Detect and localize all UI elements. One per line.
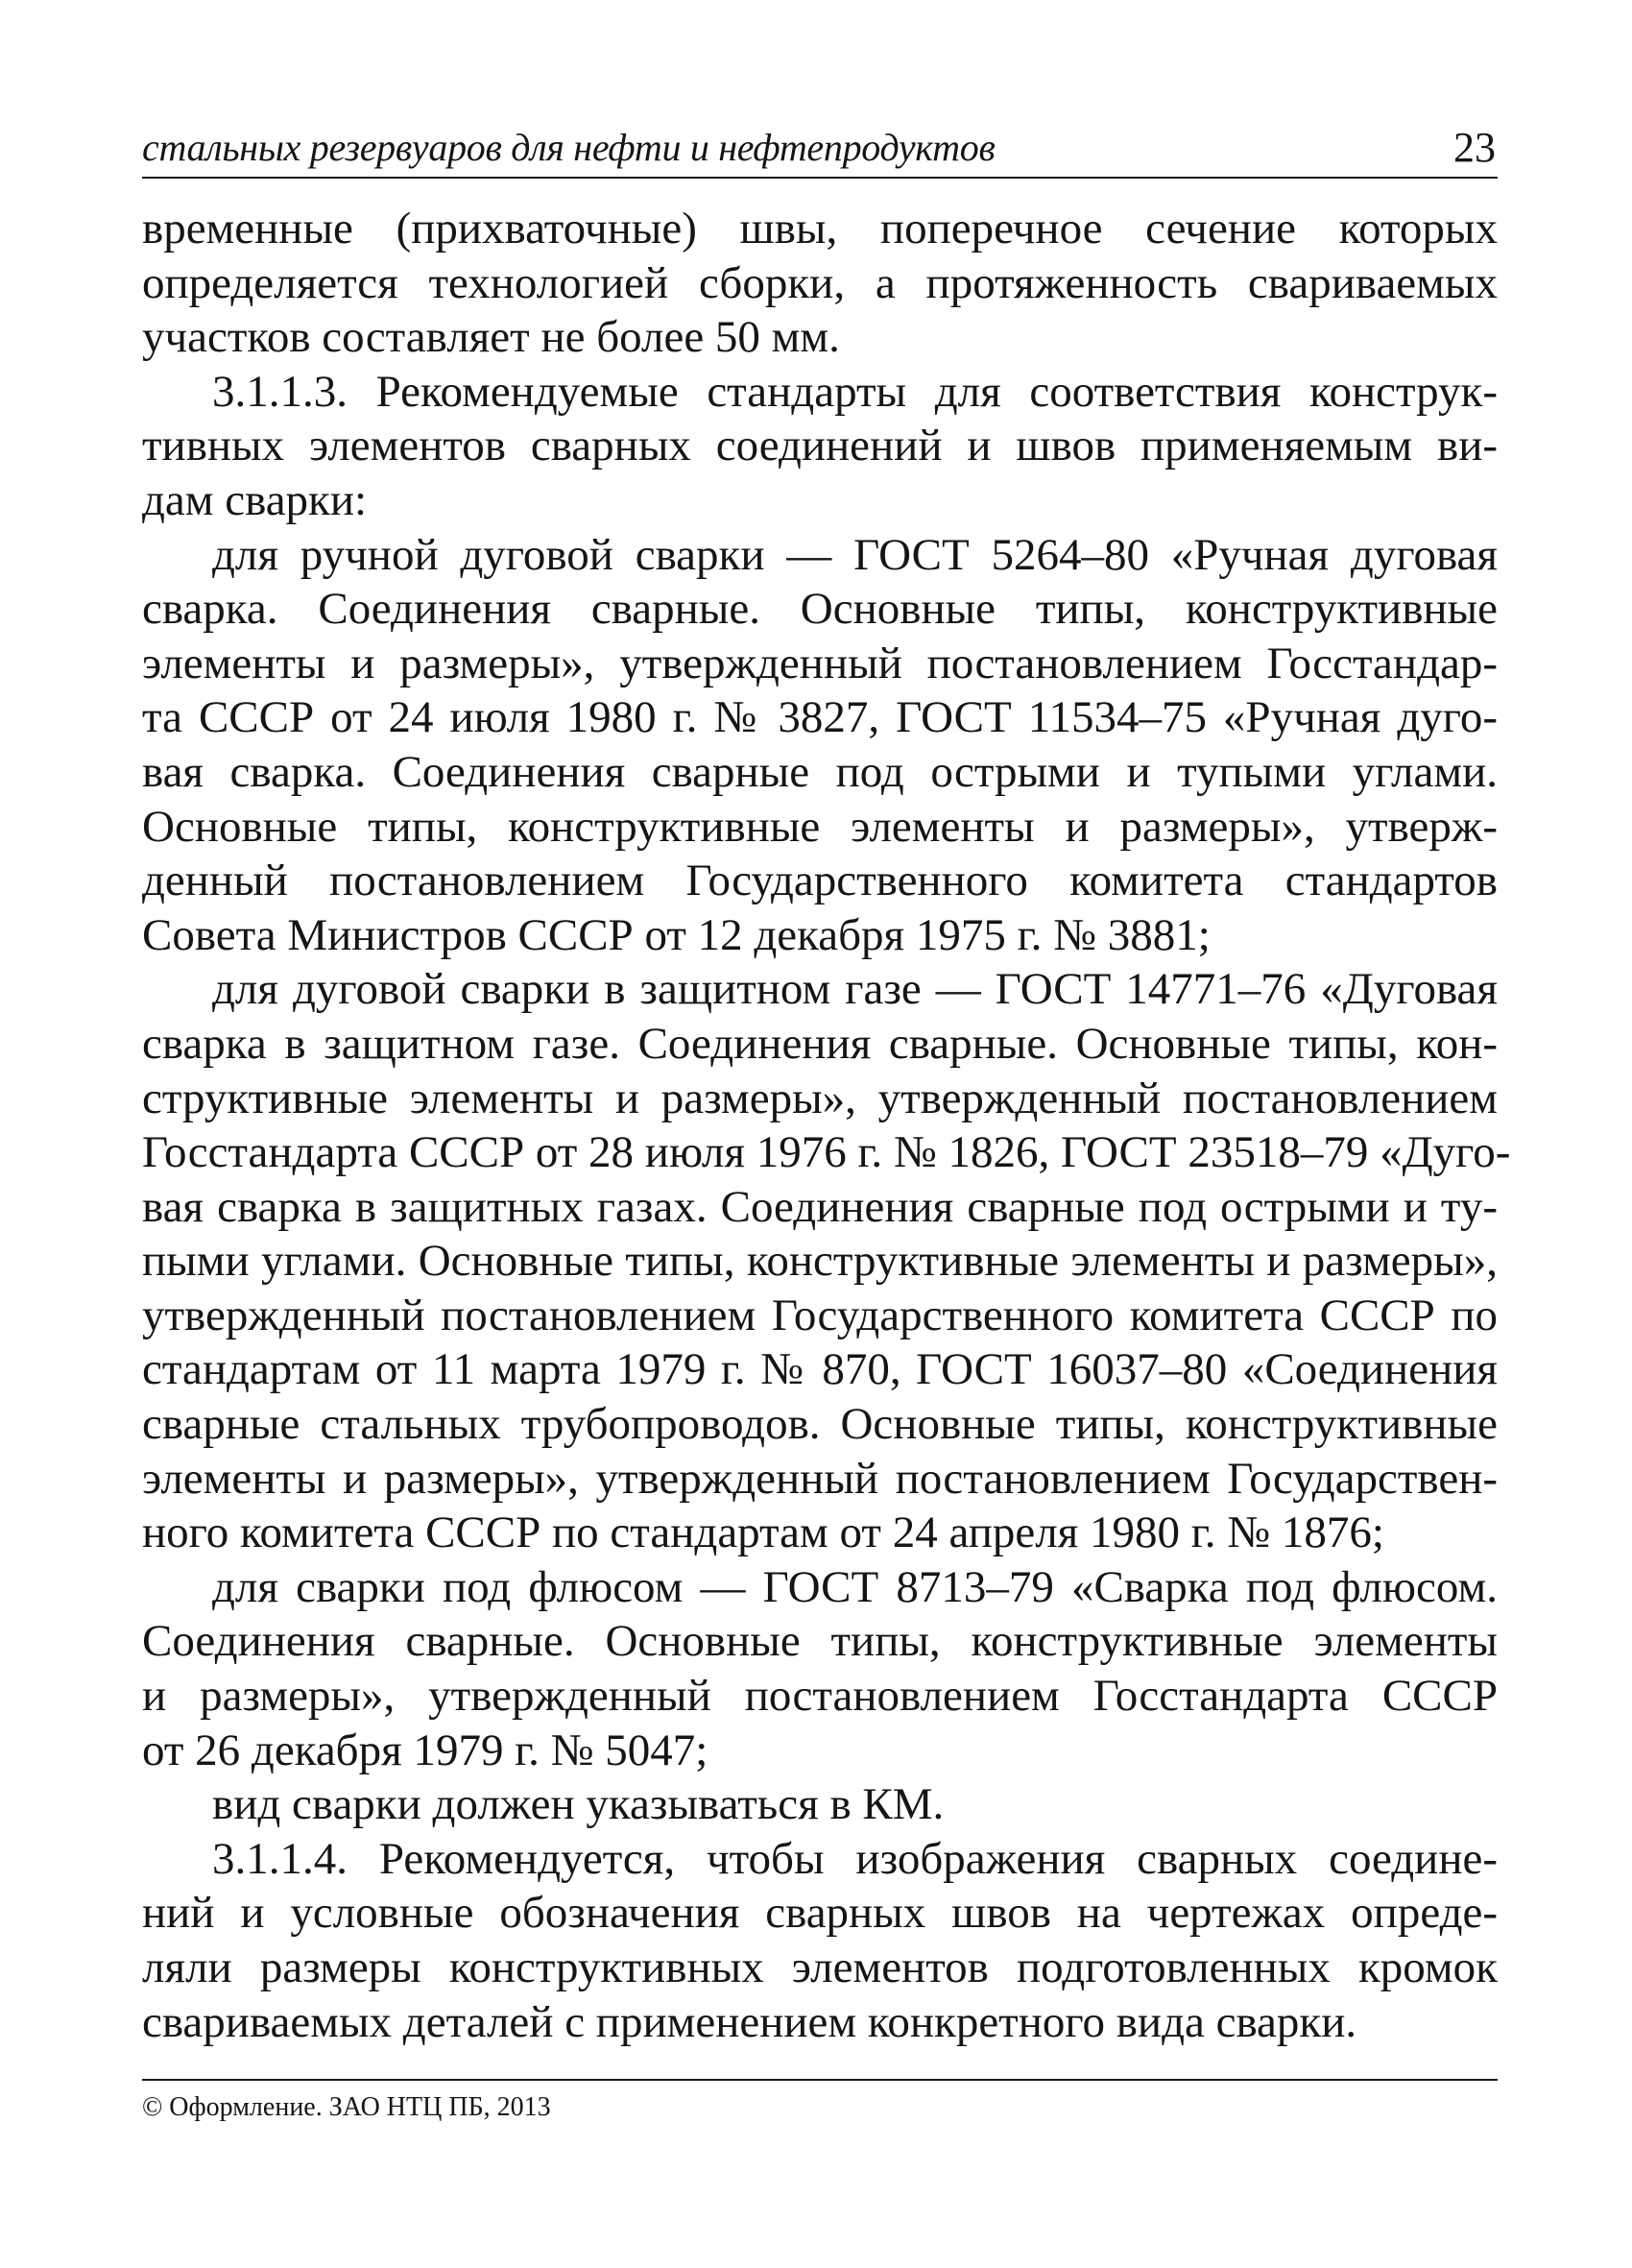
text-line: определяется технологией сборки, а протяженность свариваемых <box>142 257 1498 308</box>
text-line: сварка. Соединения сварные. Основные типы, конструктивные <box>142 584 1498 635</box>
text-line: Совета Министров СССР от 12 декабря 1975 г. № 3881; <box>142 909 1211 960</box>
text-line: для дуговой сварки в защитном газе — ГОСТ 14771–76 «Дуговая <box>212 964 1498 1015</box>
text-line: Соединения сварные. Основные типы, конструктивные элементы <box>142 1616 1498 1667</box>
text-line: утвержденный постановлением Государственного комитета СССР по <box>142 1290 1498 1340</box>
body-text <box>142 202 1511 2049</box>
text-line: участков составляет не более 50 мм. <box>142 312 840 363</box>
text-line: свариваемых деталей с применением конкретного вида сварки. <box>142 1996 1357 2047</box>
text-line: вая сварка в защитных газах. Соединения сварные под острыми и ту- <box>142 1181 1498 1232</box>
text-line: сварные стальных трубопроводов. Основные типы, конструктивные <box>142 1399 1498 1450</box>
text-line: пыми углами. Основные типы, конструктивные элементы и размеры», <box>142 1236 1498 1287</box>
text-line: элементы и размеры», утвержденный постановлением Государствен- <box>142 1453 1498 1504</box>
copyright-notice: © Оформление. ЗАО НТЦ ПБ, 2013 <box>142 2092 551 2122</box>
text-line: Основные типы, конструктивные элементы и размеры», утверж- <box>142 801 1498 852</box>
text-line: ляли размеры конструктивных элементов подготовленных кромок <box>142 1942 1498 1992</box>
text-line: денный постановлением Государственного комитета стандартов <box>142 856 1498 906</box>
text-line: от 26 декабря 1979 г. № 5047; <box>142 1725 708 1775</box>
text-line: 3.1.1.3. Рекомендуемые стандарты для соответствия конструк- <box>212 366 1498 417</box>
page-footer <box>142 2079 1498 2127</box>
text-line: Госстандарта СССР от 28 июля 1976 г. № 1826, ГОСТ 23518–79 «Дуго- <box>142 1127 1511 1178</box>
text-line: структивные элементы и размеры», утвержденный постановлением <box>142 1073 1498 1123</box>
text-line: вид сварки должен указываться в КМ. <box>212 1779 945 1830</box>
running-header <box>142 123 1498 179</box>
text-line: и размеры», утвержденный постановлением Госстандарта СССР <box>142 1671 1498 1722</box>
text-line: 3.1.1.4. Рекомендуется, чтобы изображения сварных соедине- <box>212 1833 1498 1884</box>
text-line: ного комитета СССР по стандартам от 24 апреля 1980 г. № 1876; <box>142 1508 1384 1558</box>
page-number: 23 <box>1453 124 1496 171</box>
text-line: дам сварки: <box>142 474 368 525</box>
text-line: ний и условные обозначения сварных швов на чертежах опреде- <box>142 1888 1498 1939</box>
text-line: тивных элементов сварных соединений и швов применяемым ви- <box>142 421 1498 471</box>
text-line: временные (прихваточные) швы, поперечное сечение которых <box>142 204 1498 253</box>
running-title: стальных резервуаров для нефти и нефтепродуктов <box>142 126 996 169</box>
text-line: для ручной дуговой сварки — ГОСТ 5264–80 «Ручная дуговая <box>212 529 1498 580</box>
text-line: для сварки под флюсом — ГОСТ 8713–79 «Сварка под флюсом. <box>212 1561 1498 1612</box>
text-line: стандартам от 11 марта 1979 г. № 870, ГОСТ 16037–80 «Соединения <box>142 1344 1498 1395</box>
text-line: сварка в защитном газе. Соединения сварные. Основные типы, кон- <box>142 1018 1498 1069</box>
text-line: вая сварка. Соединения сварные под острыми и тупыми углами. <box>142 746 1498 797</box>
text-line: элементы и размеры», утвержденный постановлением Госстандар- <box>142 638 1498 688</box>
text-line: та СССР от 24 июля 1980 г. № 3827, ГОСТ 11534–75 «Ручная дуго- <box>142 692 1498 743</box>
